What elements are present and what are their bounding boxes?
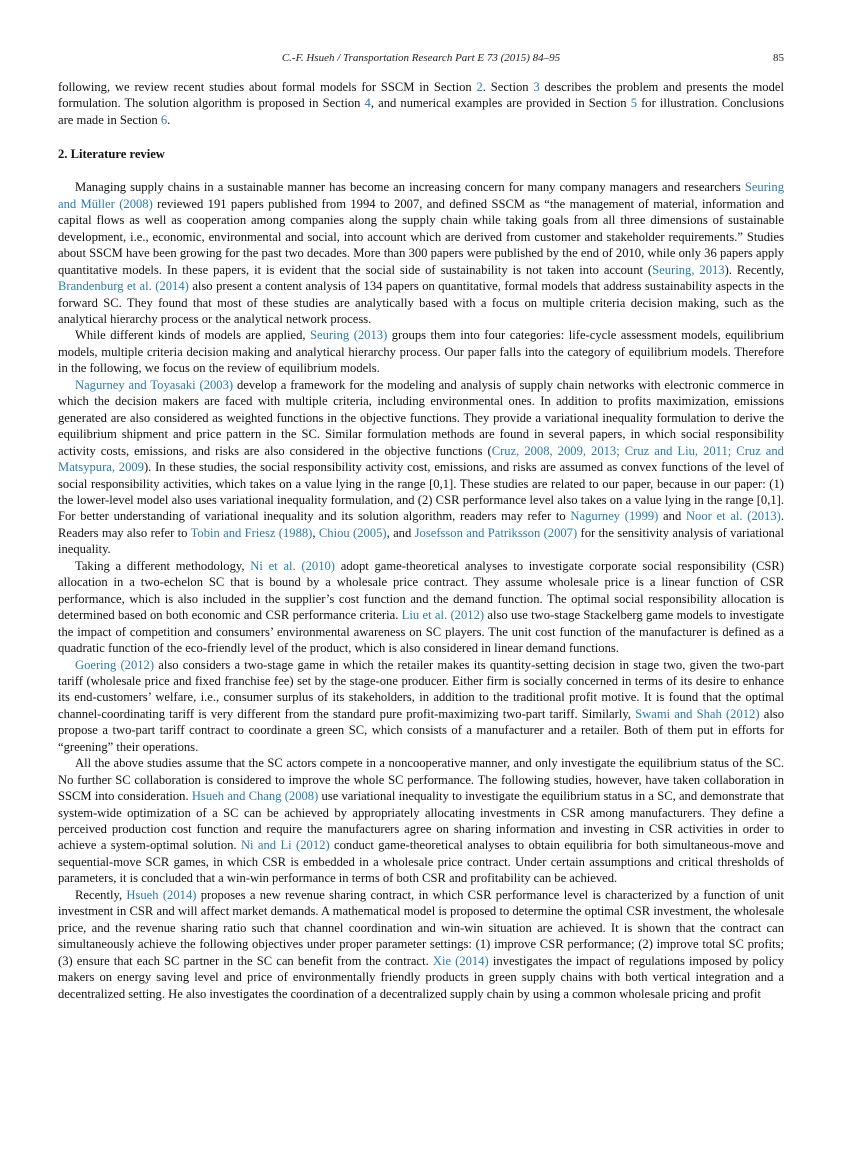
citation-link[interactable]: Xie (2014) (432, 953, 489, 968)
article-body (58, 79, 784, 1002)
citation-link[interactable]: Cruz, 2008, 2009, 2013; Cruz and Liu, 2011; Cruz and Matsypura, 2009 (58, 443, 784, 475)
section-link[interactable]: 2 (476, 80, 483, 94)
text-run: ). In these studies, the social responsibility activity cost, emissions, and risks are assumed as convex functions of the level of social responsibility activities, which takes on a value lying in the range [0,1]. These studies are related to our paper, because in our paper: (1) the lower-level model also uses variational inequality formulation, and (2) CSR performance level also takes on a value lying in the range [0,1]. For better understanding of variational inequality and its solution algorithm, readers may refer to (58, 460, 784, 524)
paragraph-1 (58, 179, 784, 327)
text-run: also present a content analysis of 134 papers on quantitative, formal models that address sustainability aspects in the forward SC. They found that most of these studies are analytically based with a focus on multiple criteria decision making, such as the analytical hierarchy process or the analytical network process. (58, 279, 784, 326)
citation-link[interactable]: Seuring, 2013 (652, 262, 725, 277)
text-run: While different kinds of models are applied, (75, 328, 311, 343)
paragraph-2 (58, 327, 784, 376)
text-run: . Readers may also refer to (58, 509, 784, 540)
text-run: Taking a different methodology, (75, 558, 251, 573)
text-run: Managing supply chains in a sustainable manner has become an increasing concern for many company managers and researchers (75, 180, 745, 195)
intro-paragraph (58, 79, 784, 128)
text-run: All the above studies assume that the SC actors compete in a noncooperative manner, and only investigate the equilibrium status of the SC. No further SC collaboration is considered to improve the whole SC performance. The following studies, however, have taken collaboration in SSCM into consideration. (58, 756, 784, 804)
text-run: describes the problem and presents the model formulation. The solution algorithm is proposed in Section (58, 80, 784, 111)
citation-link[interactable]: Chiou (2005) (318, 525, 387, 540)
paragraph-3 (58, 377, 784, 558)
text-run: ). Recently, (724, 262, 784, 277)
citation-link[interactable]: Tobin and Friesz (1988) (190, 525, 313, 540)
page-number: 85 (773, 52, 784, 64)
text-run: and (658, 509, 686, 524)
citation-link[interactable]: Josefsson and Patriksson (2007) (414, 525, 578, 540)
text-run: for illustration. Conclusions are made in Section (58, 96, 784, 127)
paragraph-7 (58, 887, 784, 1002)
citation-link[interactable]: Seuring (2013) (310, 328, 388, 343)
text-run: proposes a new revenue sharing contract, in which CSR performance level is characterized by a function of unit investment in CSR and will affect market demands. A mathematical model is proposed to determine the optimal CSR investment, the wholesale price, and the revenue sharing ratio such that channel coordination and win-win situation are achieved. It is shown that the contract can simultaneously achieve the following objectives under proper parameter settings: (1) improve CSR performance; (2) improve total SC profits; (3) ensure that each SC partner in the SC can benefit from the contract. (58, 887, 784, 968)
citation-link[interactable]: Hsueh (2014) (126, 887, 197, 902)
section-link[interactable]: 4 (364, 96, 371, 111)
citation-link[interactable]: Swami and Shah (2012) (635, 706, 760, 721)
paragraph-5 (58, 657, 784, 756)
citation-link[interactable]: Noor et al. (2013) (685, 509, 781, 524)
journal-citation: C.-F. Hsueh / Transportation Research Part E 73 (2015) 84–95 (281, 52, 561, 64)
citation-link[interactable]: Brandenburg et al. (2014) (58, 279, 189, 294)
running-head (58, 52, 784, 64)
text-run: for the sensitivity analysis of variational inequality. (58, 525, 785, 557)
text-run: also considers a two-stage game in which the retailer makes its quantity-setting decision in stage two, given the two-part tariff (wholesale price and fixed franchise fee) set by the stage-one producer. Either firm is socially concerned in terms of its desire to enhance its end-customers’ welfare, i.e., consumer surplus of its stakeholders, in addition to the traditional profit motive. It is found that the optimal channel-coordinating tariff is very different from the standard pure profit-maximizing two-part tariff. Similarly, (58, 657, 784, 721)
text-run: . (167, 112, 171, 127)
citation-link[interactable]: Ni et al. (2010) (250, 558, 336, 573)
text-run: conduct game-theoretical analyses to obtain equilibria for both simultaneous-move and sequential-move SCR games, in which CSR is embedded in a wholesale price contract. Under certain assumptions and critical thresholds of parameters, it is concluded that a win-win performance in terms of both CSR and profitability can be achieved. (58, 838, 784, 886)
citation-link[interactable]: Goering (2012) (75, 657, 155, 672)
section-link[interactable]: 5 (630, 96, 637, 111)
text-run: also propose a two-part tariff contract to coordinate a green SC, which consists of a manufacturer and a retailer. Both of them put in efforts for “greening” their operations. (58, 706, 785, 754)
text-run: , and (386, 525, 415, 540)
text-run: groups them into four categories: life-cycle assessment models, equilibrium models, multiple criteria decision making and analytical hierarchy process. Our paper falls into the category of equilibrium models. Therefore in the following, we focus on the review of equilibrium models. (58, 328, 785, 376)
citation-link[interactable]: Ni and Li (2012) (240, 838, 330, 853)
citation-link[interactable]: Seuring and Müller (2008) (58, 180, 784, 211)
text-run: use variational inequality to investigate the equilibrium status in a SC, and demonstrate that system-wide optimization of a SC can be achieved by appropriately allocating investments in CSR among manufacturers. They define a perceived production cost function and require the manufacturers agree on sharing information and investing in CSR activities in order to achieve a system-optimal solution. (58, 789, 785, 853)
text-run: Recently, (75, 887, 127, 902)
text-run: , (312, 525, 319, 540)
citation-link[interactable]: Liu et al. (2012) (401, 608, 485, 623)
paragraph-6 (58, 755, 784, 887)
section-link[interactable]: 6 (160, 112, 168, 127)
text-run: reviewed 191 papers published from 1994 to 2007, and defined SSCM as “the management of material, information and capital flows as well as cooperation among companies along the supply chain while taking goals from all three dimensions of sustainable development, i.e., economic, environmental and social, into account which are derived from customer and stakeholder requirements.” Studies about SSCM have been growing for the past two decades. More than 300 papers were published by the end of 2010, while only 36 papers apply quantitative models. In these papers, it is evident that the social side of sustainability is not taken into account ( (58, 196, 784, 277)
text-run: . Section (482, 80, 534, 94)
citation-link[interactable]: Hsueh and Chang (2008) (191, 789, 319, 804)
text-run: , and numerical examples are provided in Section (370, 96, 631, 111)
text-run: following, we review recent studies about formal models for SSCM in Section (58, 80, 477, 94)
section-link[interactable]: 3 (533, 80, 540, 94)
text-run: also use two-stage Stackelberg game models to investigate the impact of competition and consumers’ environmental awareness on SC players. The unit cost function of the manufacturer is defined as a quadratic function of the eco-friendly level of the product, which is also considered in linear demand functions. (58, 608, 784, 656)
paragraph-4 (58, 558, 784, 657)
citation-link[interactable]: Nagurney and Toyasaki (2003) (75, 377, 234, 392)
citation-link[interactable]: Nagurney (1999) (570, 509, 659, 524)
section-heading: 2. Literature review (58, 147, 165, 162)
text-run: adopt game-theoretical analyses to investigate corporate social responsibility (CSR) allocation in a two-echelon SC that is bound by a wholesale price contract. They assume wholesale price is a linear function of CSR performance, which is also included in the supplier’s cost function and the demand function. The optimal social responsibility allocation is determined based on both economic and CSR performance criteria. (58, 558, 784, 623)
text-run: investigates the impact of regulations imposed by policy makers on energy saving level and price of environmentally friendly products in green supply chains with both vertical integration and a decentralized setting. He also investigates the coordination of a decentralized supply chain by using a common wholesale pricing and profit (58, 953, 784, 1001)
text-run: develop a framework for the modeling and analysis of supply chain networks with electronic commerce in which the decision makers are faced with multiple criteria, including environmental ones. In addition to profits maximization, emissions generated are also considered as weighted functions in the objective functions. They provide a variational inequality formulation to derive the equilibrium shipment and price pattern in the SC. Similar formulation methods are found in several papers, in which social responsibility activity costs, emissions, and risks are also considered in the objective functions ( (58, 377, 785, 458)
